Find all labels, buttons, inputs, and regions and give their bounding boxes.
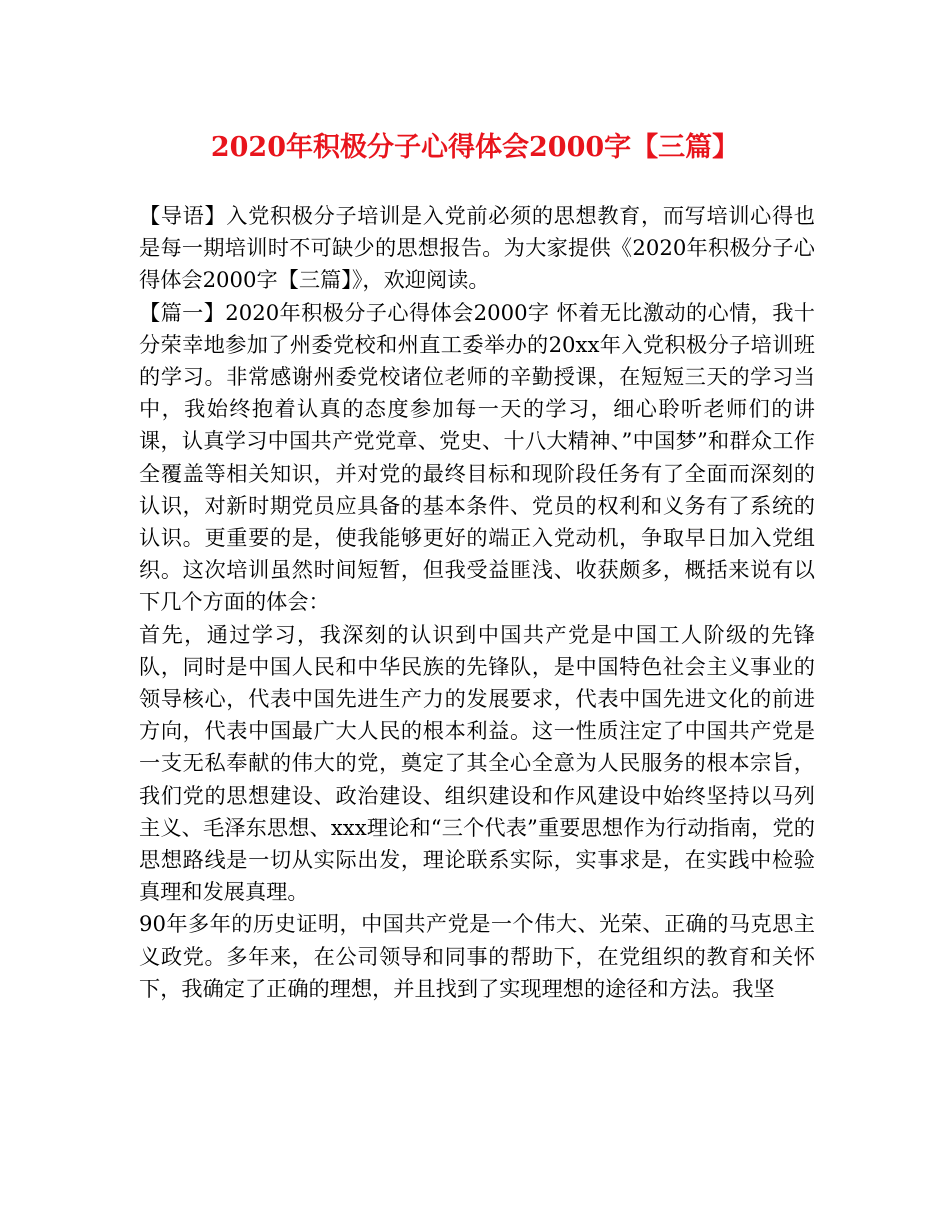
paragraph-history: 90年多年的历史证明，中国共产党是一个伟大、光荣、正确的马克思主义政党。多年来，在公司领导和同事的帮助下，在党组织的教育和关怀下，我确定了正确的理想，并且找到了实现理想的途径和方法。我坚	[139, 911, 815, 1001]
paragraph-intro: 【导语】入党积极分子培训是入党前必须的思想教育，而写培训心得也是每一期培训时不可缺少的思想报告。为大家提供《2020年积极分子心得体会2000字【三篇】》，欢迎阅读。	[139, 203, 815, 293]
document-title: 2020年积极分子心得体会2000字【三篇】	[210, 132, 740, 163]
document-body	[139, 200, 815, 1005]
paragraph-first-point: 首先，通过学习，我深刻的认识到中国共产党是中国工人阶级的先锋队，同时是中国人民和中华民族的先锋队，是中国特色社会主义事业的领导核心，代表中国先进生产力的发展要求，代表中国先进文化的前进方向，代表中国最广大人民的根本利益。这一性质注定了中国共产党是一支无私奉献的伟大的党，奠定了其全心全意为人民服务的根本宗旨，我们党的思想建设、政治建设、组织建设和作风建设中始终坚持以马列主义、毛泽东思想、xxx理论和“三个代表”重要思想作为行动指南，党的思想路线是一切从实际出发，理论联系实际，实事求是，在实践中检验真理和发展真理。	[139, 621, 815, 905]
paragraph-part-one: 【篇一】2020年积极分子心得体会2000字 怀着无比激动的心情，我十分荣幸地参加了州委党校和州直工委举办的20xx年入党积极分子培训班的学习。非常感谢州委党校诸位老师的辛勤授课，在短短三天的学习当中，我始终抱着认真的态度参加每一天的学习，细心聆听老师们的讲课，认真学习中国共产党党章、党史、十八大精神、”中国梦”和群众工作全覆盖等相关知识，并对党的最终目标和现阶段任务有了全面而深刻的认识，对新时期党员应具备的基本条件、党员的权利和义务有了系统的认识。更重要的是，使我能够更好的端正入党动机，争取早日加入党组织。这次培训虽然时间短暂，但我受益匪浅、收获颇多，概括来说有以下几个方面的体会：	[139, 299, 815, 615]
